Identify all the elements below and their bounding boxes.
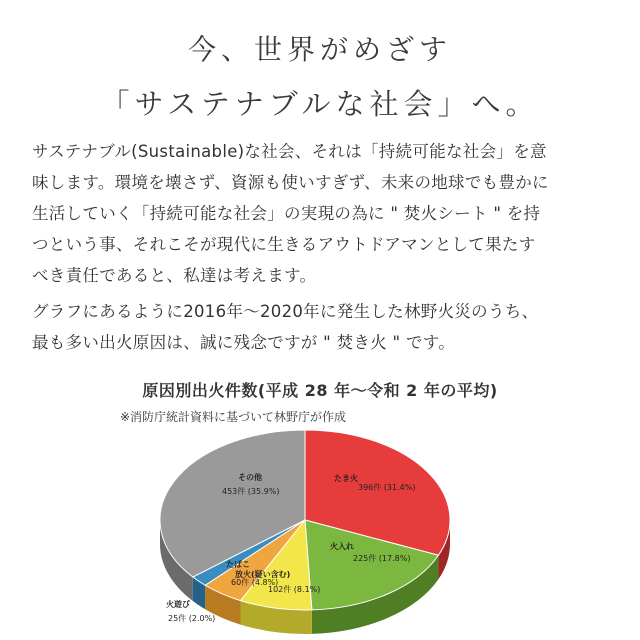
slice-name-label: その他: [238, 473, 262, 482]
slice-value-label: 225件 (17.8%): [353, 554, 411, 563]
slice-value-label: 453件 (35.9%): [222, 487, 280, 496]
paragraph-line: 生活していく「持続可能な社会」の実現の為に " 焚火シート " を持: [32, 204, 541, 223]
paragraph-line: 最も多い出火原因は、誠に残念ですが " 焚き火 " です。: [32, 333, 456, 352]
slice-name-label: 火入れ: [330, 542, 354, 551]
slice-value-label: 396件 (31.4%): [358, 483, 416, 492]
headline-line-1: 今、世界がめざす: [187, 33, 452, 66]
chart-source-note: ※消防庁統計資料に基づいて林野庁が作成: [120, 410, 347, 424]
slice-name-label: 火遊び: [166, 600, 190, 609]
slice-value-label: 102件 (8.1%): [268, 585, 321, 594]
paragraph-line: サステナブル(Sustainable)な社会、それは「持続可能な社会」を意: [32, 142, 547, 161]
paragraph-line: べき責任であると、私達は考えます。: [32, 266, 317, 285]
headline-line-2: 「サステナブルな社会」へ。: [100, 87, 540, 121]
paragraph-line: つという事、それこそが現代に生きるアウトドアマンとして果たす: [32, 235, 536, 254]
paragraph-line: 味します。環境を壊さず、資源も使いすぎず、未来の地球でも豊かに: [32, 173, 549, 192]
slice-name-label: たばこ: [226, 560, 250, 569]
chart-title: 原因別出火件数(平成 28 年〜令和 2 年の平均): [142, 381, 498, 400]
slice-value-label: 60件 (4.8%): [231, 578, 279, 587]
slice-name-label: 放火(疑い含む): [235, 570, 291, 579]
slice-name-label: たき火: [334, 474, 358, 483]
slice-value-label: 25件 (2.0%): [168, 614, 216, 623]
pie-slices: [160, 430, 450, 610]
paragraph-line: グラフにあるように2016年〜2020年に発生した林野火災のうち、: [32, 302, 539, 321]
